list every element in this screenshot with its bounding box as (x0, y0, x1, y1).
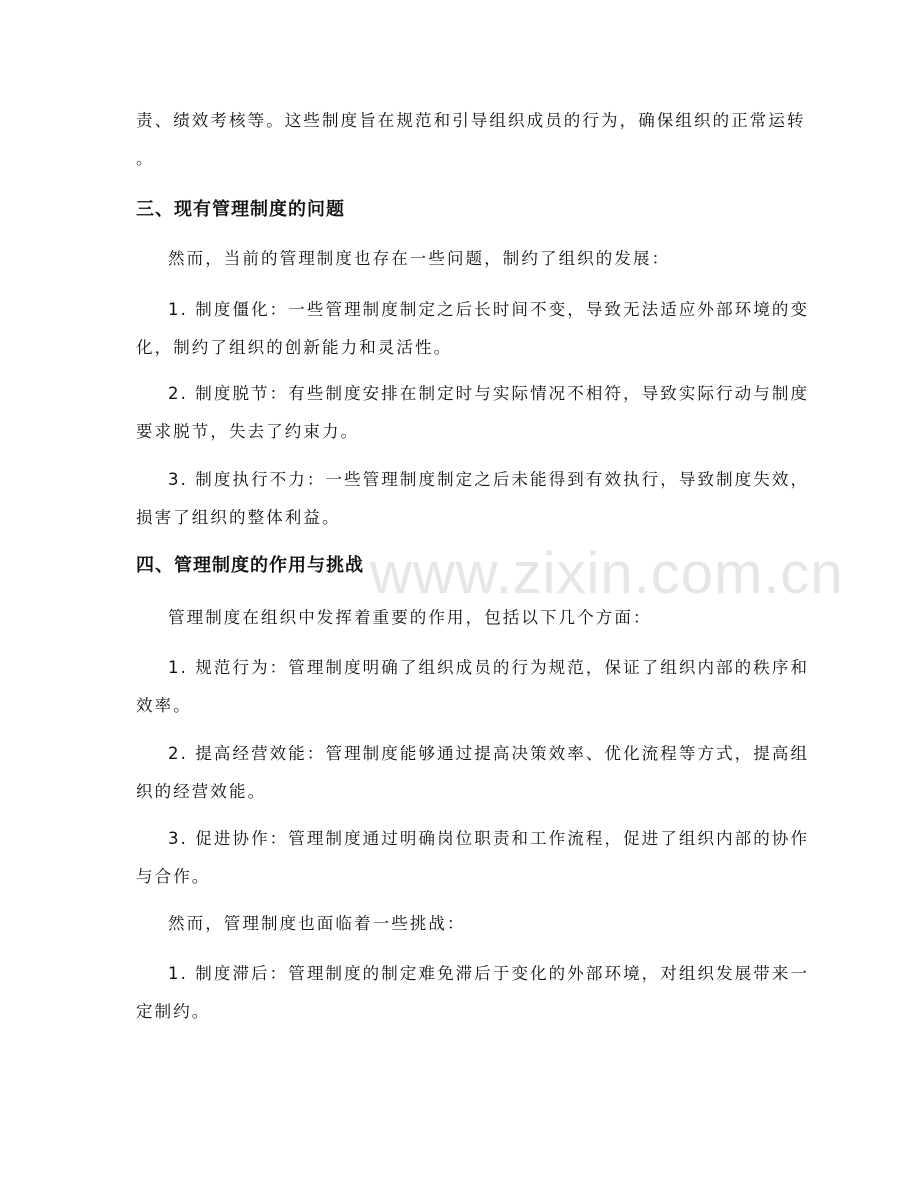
section-lead (136, 599, 784, 637)
paragraph-line: 织的经营效能。 (136, 782, 267, 801)
paragraph-line: 然而，管理制度也面临着一些挑战： (168, 914, 466, 933)
list-item (136, 820, 810, 896)
paragraph-line: 3. 促进协作：管理制度通过明确岗位职责和工作流程，促进了组织内部的协作 (168, 829, 810, 848)
paragraph-line: 定制约。 (136, 1002, 211, 1021)
paragraph-line: 然而，当前的管理制度也存在一些问题，制约了组织的发展： (168, 249, 671, 268)
paragraph-line: 。 (136, 149, 155, 168)
paragraph-line: 损害了组织的整体利益。 (136, 508, 341, 527)
paragraph-line: 化，制约了组织的创新能力和灵活性。 (136, 338, 453, 357)
list-item (136, 291, 810, 367)
paragraph-line: 1. 制度僵化：一些管理制度制定之后长时间不变，导致无法适应外部环境的变 (168, 300, 810, 319)
intro-paragraph (136, 102, 806, 178)
paragraph-line: 2. 提高经营效能：管理制度能够通过提高决策效率、优化流程等方式，提高组 (168, 744, 810, 763)
list-item (136, 735, 810, 811)
paragraph-line: 效率。 (136, 696, 192, 715)
paragraph-line: 管理制度在组织中发挥着重要的作用，包括以下几个方面： (168, 608, 652, 627)
list-item (136, 461, 810, 537)
section-heading: 四、管理制度的作用与挑战 (136, 555, 364, 576)
paragraph-line: 1. 制度滞后：管理制度的制定难免滞后于变化的外部环境，对组织发展带来一 (168, 964, 810, 983)
section-lead (136, 905, 784, 943)
list-item (136, 649, 810, 725)
section-heading: 三、现有管理制度的问题 (136, 199, 345, 220)
section-lead (136, 240, 784, 278)
list-item (136, 955, 810, 1031)
paragraph-line: 2. 制度脱节：有些制度安排在制定时与实际情况不相符，导致实际行动与制度 (168, 384, 810, 403)
list-item (136, 375, 810, 451)
paragraph-line: 与合作。 (136, 867, 211, 886)
paragraph-line: 要求脱节，失去了约束力。 (136, 422, 360, 441)
paragraph-line: 1. 规范行为：管理制度明确了组织成员的行为规范，保证了组织内部的秩序和 (168, 658, 810, 677)
watermark: www.zixin.com.cn (370, 541, 844, 606)
paragraph-line: 3. 制度执行不力：一些管理制度制定之后未能得到有效执行，导致制度失效， (168, 470, 810, 489)
paragraph-line: 责、绩效考核等。这些制度旨在规范和引导组织成员的行为，确保组织的正常运转 (136, 111, 806, 130)
